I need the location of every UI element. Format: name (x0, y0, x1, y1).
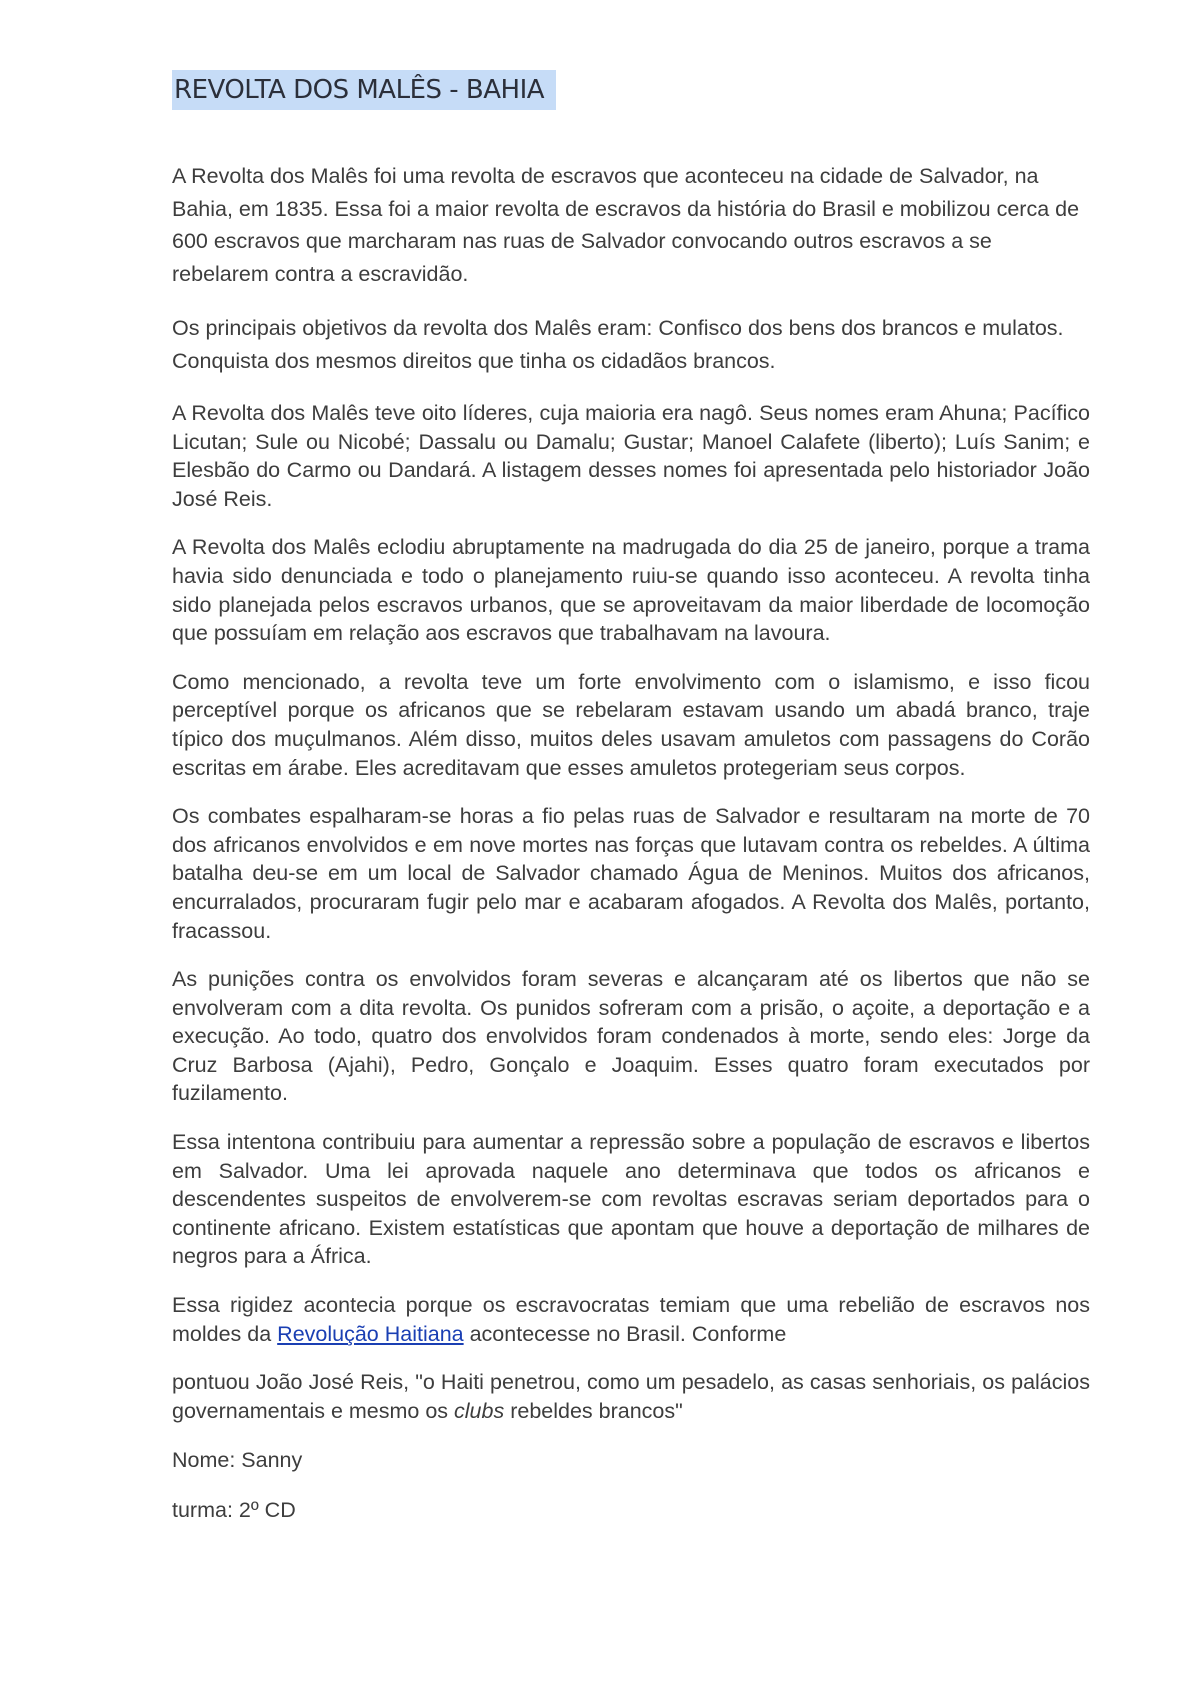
paragraph-leaders: A Revolta dos Malês teve oito líderes, cuja maioria era nagô. Seus nomes eram Ahuna; Pacífico Licutan; Sule ou Nicobé; Dassalu ou Damalu; Gustar; Manoel Calafete (liberto); Luís Sanim; e Elesbão do Carmo ou Dandará. A listagem desses nomes foi apresentada pelo historiador João José Reis. (172, 401, 1090, 511)
revolucao-haitiana-link[interactable]: Revolução Haitiana (277, 1321, 464, 1346)
haiti-text-after: acontecesse no Brasil. Conforme (463, 1321, 787, 1346)
paragraph-objectives: Os principais objetivos da revolta dos Malês eram: Confisco dos bens dos brancos e mulatos. Conquista dos mesmos direitos que tinha os cidadãos brancos. (172, 316, 1064, 373)
haiti-text-before: Essa rigidez acontecia porque os escravocratas temiam que uma rebelião de escravos nos moldes da (172, 1293, 1090, 1346)
quote-italic-clubs: clubs (454, 1398, 505, 1423)
document-title: REVOLTA DOS MALÊS - BAHIA (172, 70, 556, 110)
paragraph-islam: Como mencionado, a revolta teve um forte envolvimento com o islamismo, e isso ficou perceptível porque os africanos que se rebelaram estavam usando um abadá branco, traje típico dos muçulmanos. Além disso, muitos deles usavam amuletos com passagens do Corão escritas em árabe. Eles acreditavam que esses amuletos protegeriam seus corpos. (172, 669, 1090, 780)
paragraph-combats: Os combates espalharam-se horas a fio pelas ruas de Salvador e resultaram na morte de 70 dos africanos envolvidos e em nove mortes nas forças que lutavam contra os rebeldes. A última batalha deu-se em um local de Salvador chamado Água de Meninos. Muitos dos africanos, encurralados, procuraram fugir pelo mar e acabaram afogados. A Revolta dos Malês, portanto, fracassou. (172, 804, 1090, 943)
student-name: Nome: Sanny (172, 1448, 303, 1473)
paragraph-punishments: As punições contra os envolvidos foram severas e alcançaram até os libertos que não se envolveram com a dita revolta. Os punidos sofreram com a prisão, o açoite, a deportação e a execução. Ao todo, quatro dos envolvidos foram condenados à morte, sendo eles: Jorge da Cruz Barbosa (Ajahi), Pedro, Gonçalo e Joaquim. Esses quatro foram executados por fuzilamento. (172, 967, 1090, 1106)
paragraph-intro: A Revolta dos Malês foi uma revolta de escravos que aconteceu na cidade de Salvador, na Bahia, em 1835. Essa foi a maior revolta de escravos da história do Brasil e mobilizou cerca de 600 escravos que marcharam nas ruas de Salvador convocando outros escravos a se rebelarem contra a escravidão. (172, 164, 1080, 286)
document-page (172, 70, 1090, 1545)
quote-text-before: pontuou João José Reis, "o Haiti penetrou, como um pesadelo, as casas senhoriais, os palácios governamentais e mesmo os (172, 1370, 1090, 1423)
paragraph-haiti (172, 1291, 1090, 1348)
student-class: turma: 2º CD (172, 1498, 296, 1523)
paragraph-repression: Essa intentona contribuiu para aumentar a repressão sobre a população de escravos e libertos em Salvador. Uma lei aprovada naquele ano determinava que todos os africanos e descendentes suspeitos de envolverem-se com revoltas escravas seriam deportados para o continente africano. Existem estatísticas que apontam que houve a deportação de milhares de negros para a África. (172, 1130, 1090, 1269)
paragraph-outbreak: A Revolta dos Malês eclodiu abruptamente na madrugada do dia 25 de janeiro, porque a trama havia sido denunciada e todo o planejamento ruiu-se quando isso aconteceu. A revolta tinha sido planejada pelos escravos urbanos, que se aproveitavam da maior liberdade de locomoção que possuíam em relação aos escravos que trabalhavam na lavoura. (172, 535, 1090, 646)
paragraph-quote (172, 1368, 1090, 1425)
quote-text-after: rebeldes brancos" (504, 1398, 683, 1423)
